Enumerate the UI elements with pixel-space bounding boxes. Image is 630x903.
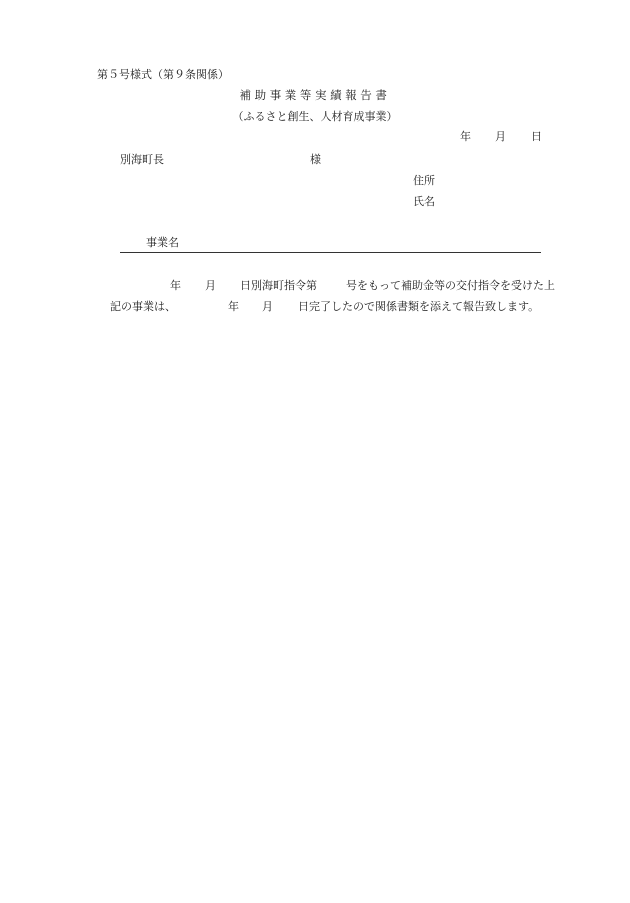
body-line2-text-a: 記の事業は、 <box>110 300 176 313</box>
body-line1-text-a: 日別海町指令第 <box>240 279 317 292</box>
date-month-label: 月 <box>495 130 506 143</box>
body-line1-year-label: 年 <box>170 279 181 292</box>
recipient-honorific: 様 <box>310 153 321 166</box>
form-number: 第５号様式（第９条関係） <box>97 68 229 81</box>
document-title: 補助事業等実績報告書 <box>239 88 391 102</box>
date-day-label: 日 <box>531 130 542 143</box>
date-year-label: 年 <box>460 130 471 143</box>
name-label: 氏名 <box>413 195 435 208</box>
project-name-underline <box>120 252 541 253</box>
recipient-name: 別海町長 <box>120 153 164 166</box>
body-line2-text-b: 日完了したので関係書類を添えて報告致します。 <box>298 300 540 313</box>
address-label: 住所 <box>413 174 435 187</box>
project-name-label: 事業名 <box>146 236 179 249</box>
document-subtitle: （ふるさと創生、人材育成事業） <box>232 110 398 123</box>
body-line2-year-label: 年 <box>228 300 239 313</box>
body-line1-month-label: 月 <box>205 279 216 292</box>
body-line1-text-b: 号をもって補助金等の交付指令を受けた上 <box>346 279 555 292</box>
body-line2-month-label: 月 <box>262 300 273 313</box>
